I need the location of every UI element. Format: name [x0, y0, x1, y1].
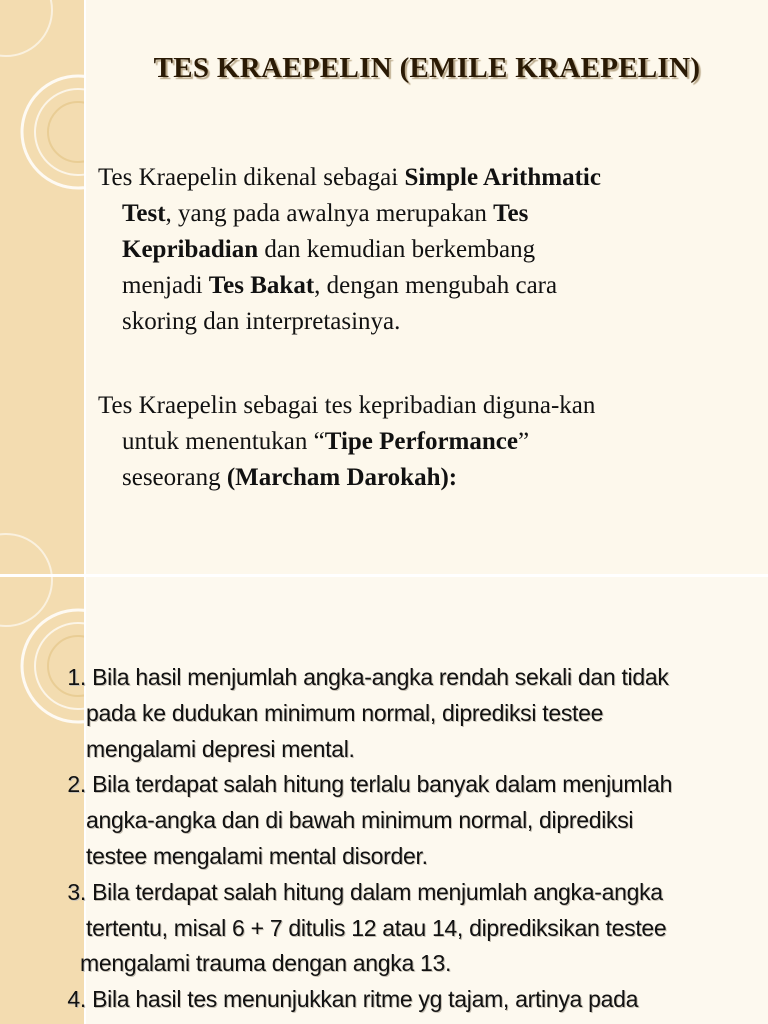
list-item	[44, 982, 754, 1018]
list-item-text: tertentu, misal 6 + 7 ditulis 12 atau 14, diprediksikan testee	[86, 914, 667, 941]
list-item-text: Bila hasil menjumlah angka-angka rendah sekali dan tidak	[92, 664, 669, 690]
list-item-text: mengalami depresi mental.	[86, 735, 355, 762]
list-number: 4.	[67, 986, 86, 1013]
list-item-text: testee mengalami mental disorder.	[86, 842, 428, 869]
list-item-text: mengalami trauma dengan angka 13.	[80, 950, 452, 977]
list-item-text: Bila terdapat salah hitung dalam menjumlah angka-angka	[92, 878, 663, 905]
paragraph-line: skoring dan interpretasinya.	[122, 308, 401, 335]
paragraph-line: menjadi Tes Bakat, dengan mengubah cara	[122, 272, 558, 299]
paragraph-line: Tes Kraepelin dikenal sebagai Simple Arithmatic	[98, 164, 601, 191]
list-number: 1.	[67, 664, 86, 690]
list-item	[44, 875, 754, 982]
list-item-text: angka-angka dan di bawah minimum normal, diprediksi	[86, 807, 634, 834]
list-item	[44, 660, 754, 767]
numbered-list	[44, 660, 754, 1018]
list-item	[44, 767, 754, 874]
paragraph-personality-test	[98, 388, 718, 496]
list-item-text: Bila terdapat salah hitung terlalu banyak dalam menjumlah	[92, 771, 673, 798]
paragraph-line: untuk menentukan “Tipe Performance”	[122, 428, 530, 455]
paragraph-line: Tes Kraepelin sebagai tes kepribadian diguna-kan	[98, 392, 596, 419]
list-number: 3.	[67, 878, 86, 905]
paragraph-line: Kepribadian dan kemudian berkembang	[122, 236, 536, 263]
list-item-text: pada ke dudukan minimum normal, diprediksi testee	[86, 699, 604, 726]
paragraph-definition	[98, 160, 718, 340]
paragraph-line: Test, yang pada awalnya merupakan Tes	[122, 200, 529, 227]
paragraph-line: seseorang (Marcham Darokah):	[122, 464, 458, 491]
list-item-text: Bila hasil tes menunjukkan ritme yg tajam, artinya pada	[92, 986, 639, 1013]
slide-title: TES KRAEPELIN (EMILE KRAEPELIN)	[153, 52, 701, 84]
slide-separator	[0, 574, 768, 577]
list-number: 2.	[67, 771, 86, 798]
